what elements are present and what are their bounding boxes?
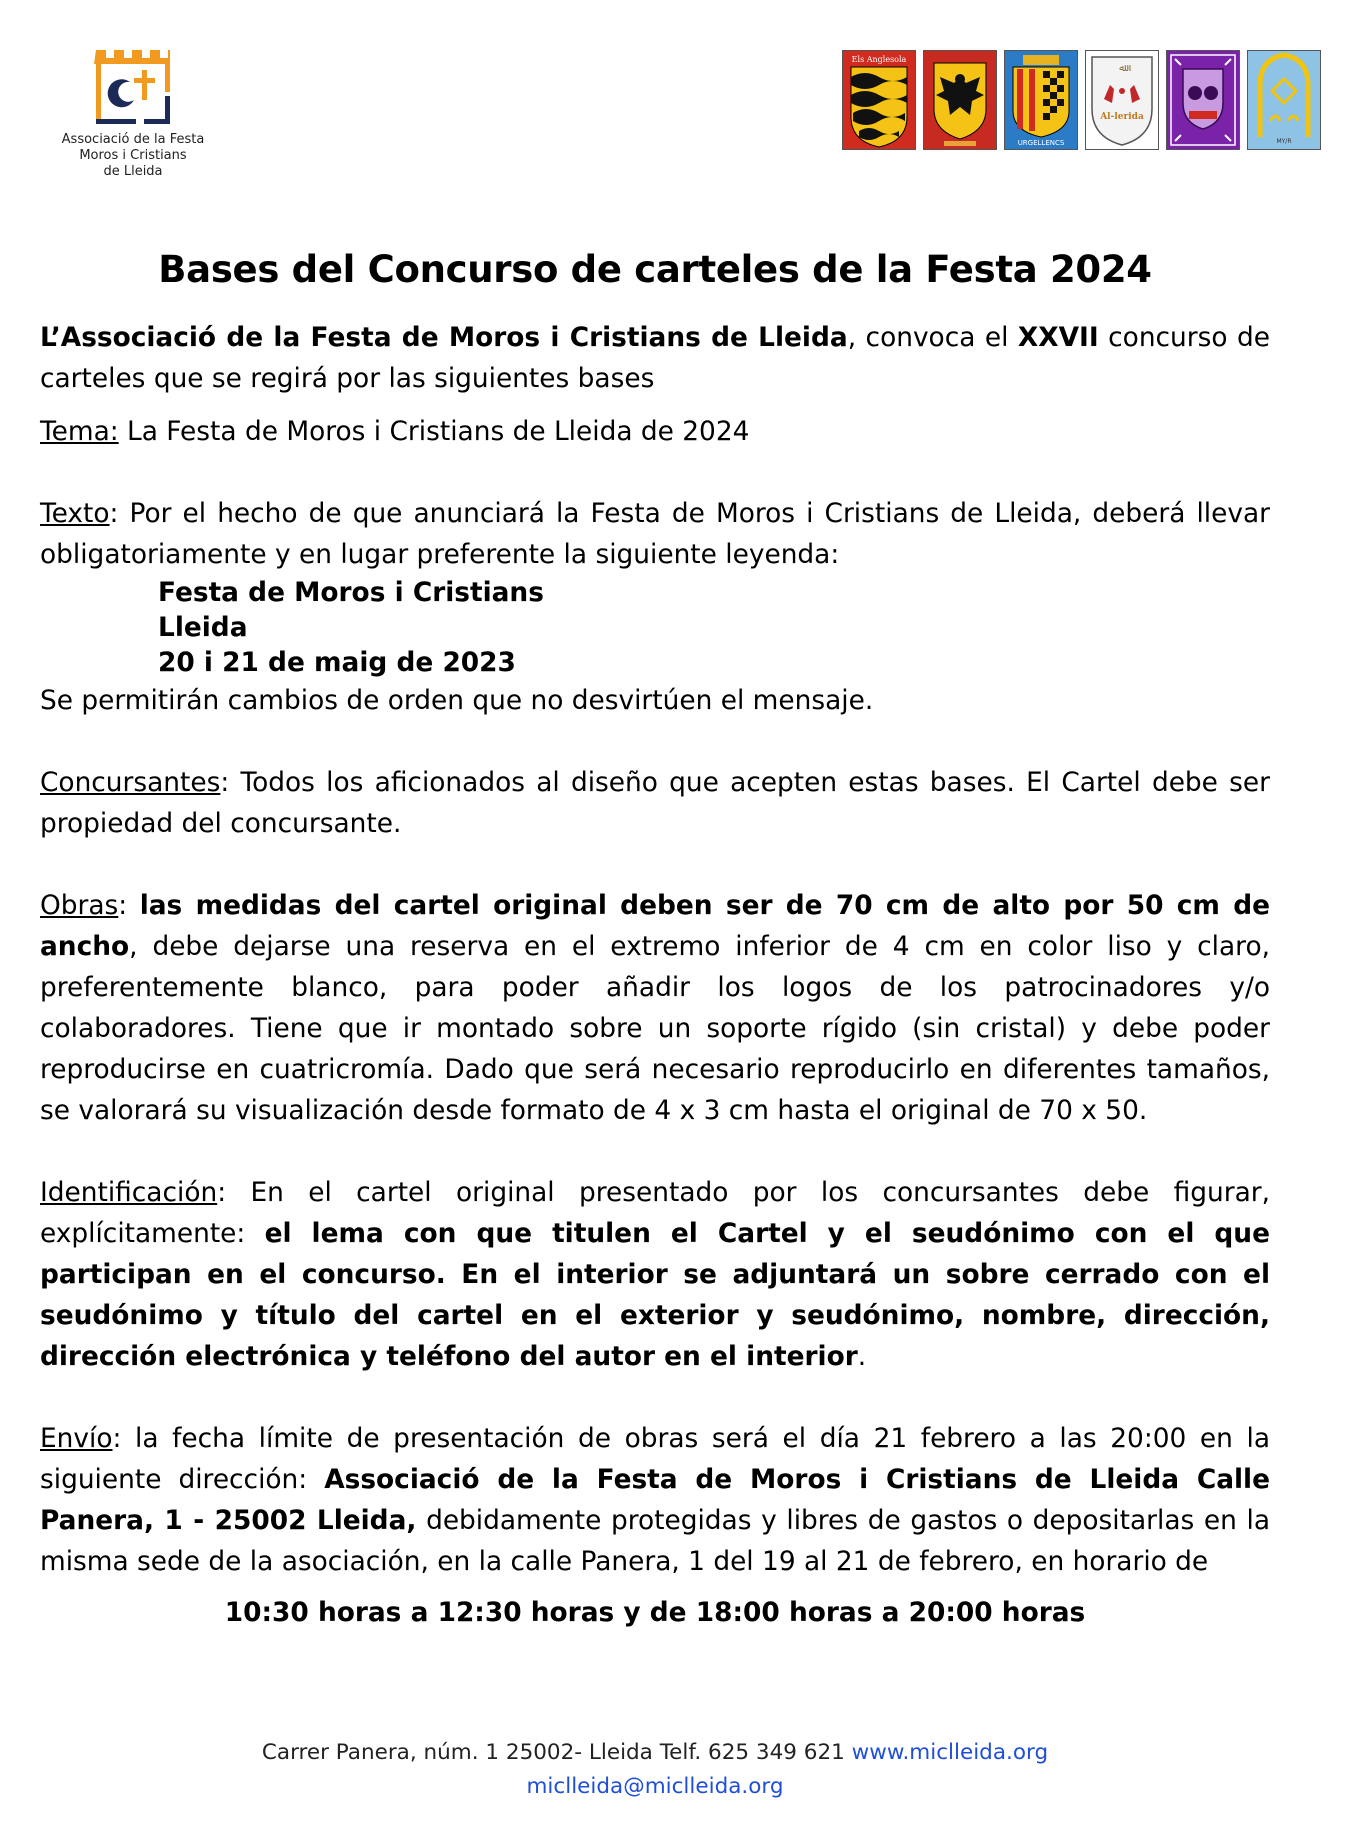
horses-shield-icon xyxy=(1085,50,1159,150)
arch-emblem-icon xyxy=(1247,50,1321,150)
obras-paragraph xyxy=(40,885,1270,1131)
identificacion-paragraph xyxy=(40,1172,1270,1377)
concursantes-label: Concursantes xyxy=(40,767,221,798)
wavy-stripes-shield-icon xyxy=(842,50,916,150)
svg-text:ﷲ: ﷲ xyxy=(1119,63,1125,74)
texto-note: Se permitirán cambios de orden que no desvirtúen el mensaje. xyxy=(40,685,874,716)
identificacion-text: : En el cartel original presentado por los concursantes debe figurar, explícitamente: xyxy=(40,1177,1270,1249)
tema-label: Tema: xyxy=(40,416,119,447)
footer-line xyxy=(0,1736,1310,1770)
envio-paragraph xyxy=(40,1418,1270,1582)
comparsa-shields xyxy=(842,50,1321,150)
shield-label: URGELLENCS xyxy=(1017,139,1065,147)
association-name-line: Associació de la Festa xyxy=(61,132,205,147)
identificacion-label: Identificación xyxy=(40,1177,218,1208)
tema-text: La Festa de Moros i Cristians de Lleida de 2024 xyxy=(118,416,750,447)
email-link[interactable]: miclleida@miclleida.org xyxy=(526,1774,784,1799)
footer-address: Carrer Panera, núm. 1 25002- Lleida Telf. 625 349 621 xyxy=(261,1740,852,1765)
obras-label: Obras xyxy=(40,890,119,921)
association-logo xyxy=(58,48,208,180)
shield-label: Els Anglesola xyxy=(851,55,907,64)
obras-colon: : xyxy=(118,890,140,921)
shield-label: Al-lerida xyxy=(1100,112,1144,122)
document-body xyxy=(40,317,1270,1633)
identificacion-end: . xyxy=(857,1341,867,1372)
texto-label: Texto xyxy=(40,498,110,529)
envio-label: Envío xyxy=(40,1423,113,1454)
association-name-line: Moros i Cristians xyxy=(79,148,187,163)
obras-bold: las medidas del cartel original deben ser de 70 cm de alto por 50 cm de ancho xyxy=(40,890,1270,962)
obras-text: , debe dejarse una reserva en el extremo inferior de 4 cm en color liso y claro, preferentemente blanco, para poder añadir los logos de los patrocinadores y/o colaboradores. Tiene que ir montado sobre un soporte rígido (sin cristal) y debe poder reproducirse en cuatricromía. Dado que será necesario reproducirlo en diferentes tamaños, se valorará su visualización desde formato de 4 x 3 cm hasta el original de 70 x 50. xyxy=(40,931,1270,1126)
website-link[interactable]: www.miclleida.org xyxy=(851,1740,1049,1765)
footer-line xyxy=(0,1770,1310,1804)
page-title: Bases del Concurso de carteles de la Festa 2024 xyxy=(158,248,1152,291)
association-name xyxy=(58,132,208,180)
intro-text: , convoca el xyxy=(847,322,1018,353)
eagle-shield-icon xyxy=(923,50,997,150)
envio-text: : la fecha límite de presentación de obras será el día 21 febrero a las 20:00 en la siguiente dirección: xyxy=(40,1423,1270,1495)
intro-text: concurso de carteles que se regirá por las siguientes bases xyxy=(40,322,1270,394)
association-name-line: de Lleida xyxy=(103,164,163,179)
identificacion-bold: el lema con que titulen el Cartel y el seudónimo con el que participan en el concurso. En el interior se adjuntará un sobre cerrado con el seudónimo y título del cartel en el exterior y seudónimo, nombre, dirección, dirección electrónica y teléfono del autor en el interior xyxy=(40,1218,1270,1372)
intro-edition: XXVII xyxy=(1017,322,1099,353)
purple-emblem-icon xyxy=(1166,50,1240,150)
checkered-shield-icon xyxy=(1004,50,1078,150)
castle-moon-cross-icon xyxy=(94,48,172,126)
legend-line: 20 i 21 de maig de 2023 xyxy=(158,647,516,678)
intro-org: L’Associació de la Festa de Moros i Cristians de Lleida xyxy=(40,322,848,353)
envio-hours: 10:30 horas a 12:30 horas y de 18:00 horas a 20:00 horas xyxy=(224,1597,1086,1628)
concursantes-text: : Todos los aficionados al diseño que acepten estas bases. El Cartel debe ser propiedad del concursante. xyxy=(40,767,1270,839)
footer xyxy=(0,1736,1310,1804)
legend-line: Festa de Moros i Cristians xyxy=(158,577,544,608)
concursantes-paragraph xyxy=(40,762,1270,844)
legend-line: Lleida xyxy=(158,612,248,643)
tema-paragraph xyxy=(40,411,1270,452)
intro-paragraph xyxy=(40,317,1270,399)
envio-text: debidamente protegidas y libres de gastos o depositarlas en la misma sede de la asociación, en la calle Panera, 1 del 19 al 21 de febrero, en horario de xyxy=(40,1505,1271,1577)
texto-text: : Por el hecho de que anunciará la Festa de Moros i Cristians de Lleida, deberá llevar obligatoriamente y en lugar preferente la siguiente leyenda: xyxy=(40,498,1270,570)
texto-paragraph xyxy=(40,493,1270,575)
shield-label: MY/R xyxy=(1276,138,1292,145)
envio-address: Associació de la Festa de Moros i Cristians de Lleida Calle Panera, 1 - 25002 Lleida, xyxy=(40,1464,1271,1536)
